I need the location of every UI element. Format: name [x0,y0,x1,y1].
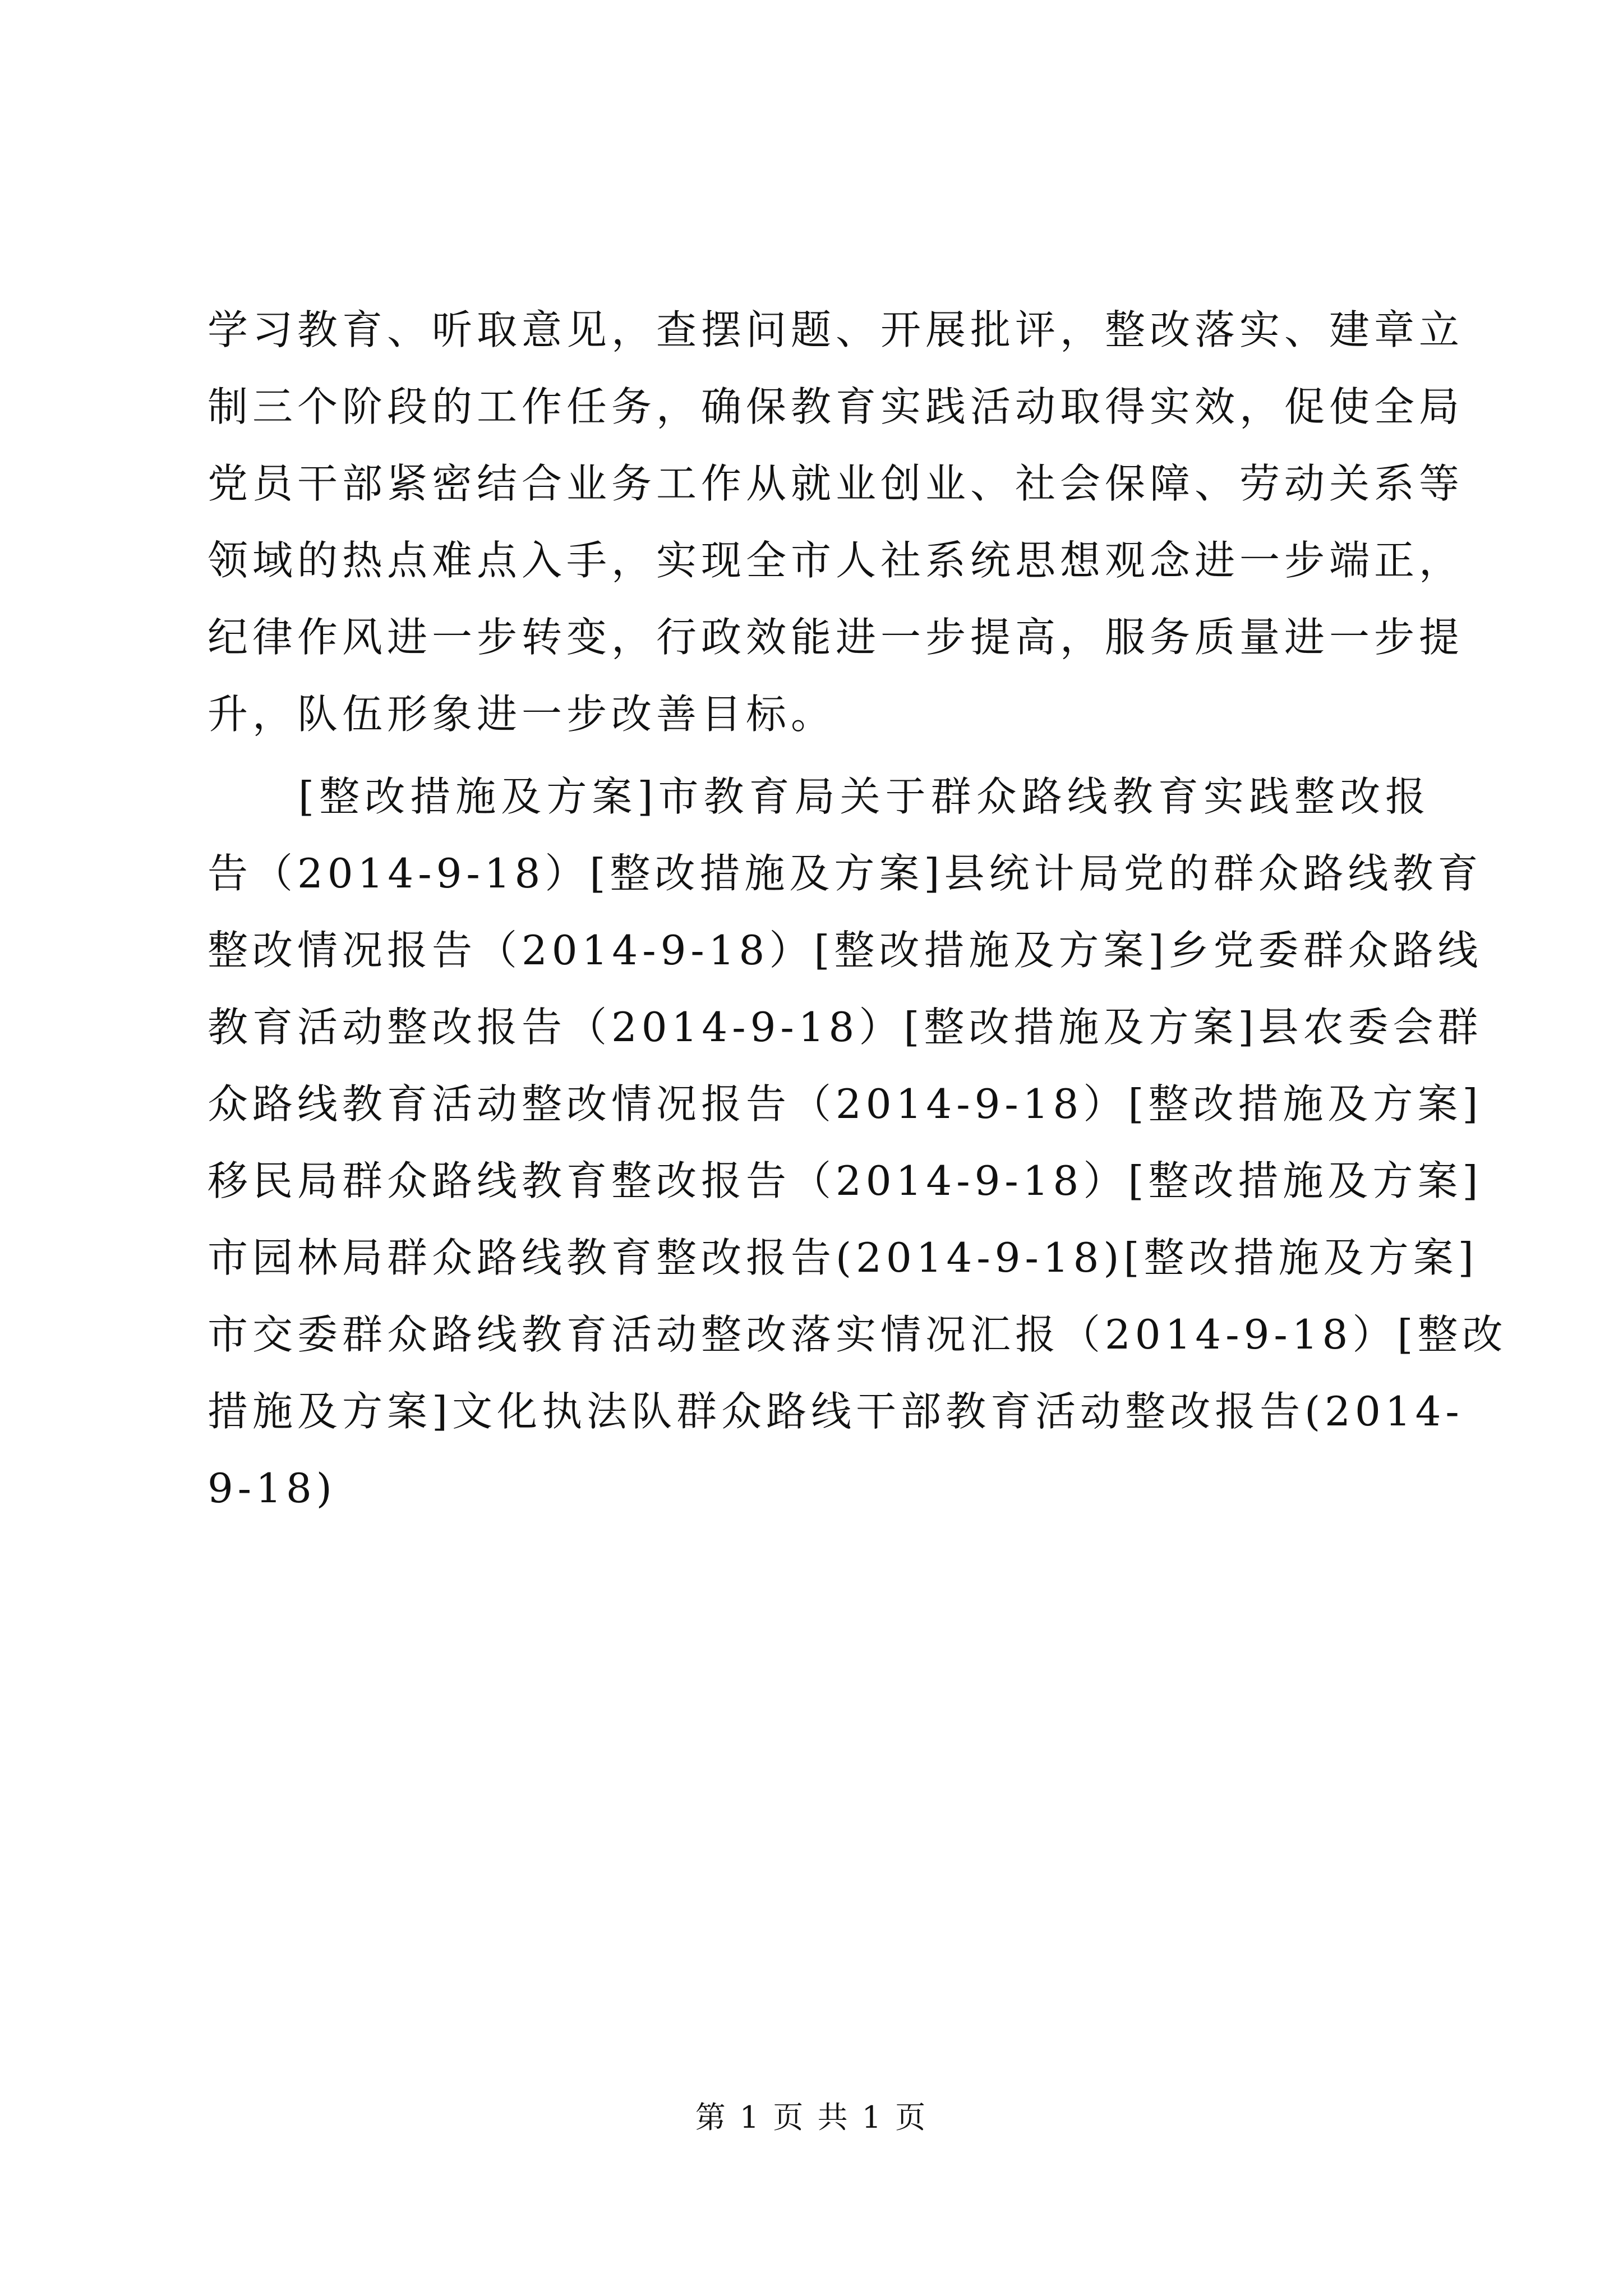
text-line: 市园林局群众路线教育整改报告(2014-9-18)[整改措施及方案] [208,1234,1478,1281]
text-line: 移民局群众路线教育整改报告（2014-9-18）[整改措施及方案] [208,1157,1483,1204]
page-number-label: 第 1 页 共 1 页 [695,2100,928,2135]
page-footer [0,2098,1623,2137]
paragraph-1 [208,292,1464,753]
text-line: 学习教育、听取意见，查摆问题、开展批评，整改落实、建章立 [208,306,1464,353]
text-line: 整改情况报告（2014-9-18）[整改措施及方案]乡党委群众路线 [208,927,1483,974]
text-line: 党员干部紧密结合业务工作从就业创业、社会保障、劳动关系等 [208,460,1464,507]
text-line: [整改措施及方案]市教育局关于群众路线教育实践整改报 [208,773,1430,820]
document-body [208,292,1507,1527]
text-line: 领域的热点难点入手，实现全市人社系统思想观念进一步端正， [208,537,1464,584]
text-line: 9-18) [208,1465,336,1512]
text-line: 告（2014-9-18）[整改措施及方案]县统计局党的群众路线教育 [208,850,1483,897]
text-line: 升，队伍形象进一步改善目标。 [208,691,836,738]
text-line: 措施及方案]文化执法队群众路线干部教育活动整改报告(2014- [208,1388,1464,1435]
text-line: 市交委群众路线教育活动整改落实情况汇报（2014-9-18）[整改 [208,1311,1507,1358]
text-line: 制三个阶段的工作任务，确保教育实践活动取得实效，促使全局 [208,383,1464,430]
text-line: 纪律作风进一步转变，行政效能进一步提高，服务质量进一步提 [208,614,1464,661]
text-line: 众路线教育活动整改情况报告（2014-9-18）[整改措施及方案] [208,1080,1483,1128]
paragraph-gap [208,753,1430,758]
paragraph-2 [208,758,1507,1527]
text-line: 教育活动整改报告（2014-9-18）[整改措施及方案]县农委会群 [208,1004,1483,1051]
